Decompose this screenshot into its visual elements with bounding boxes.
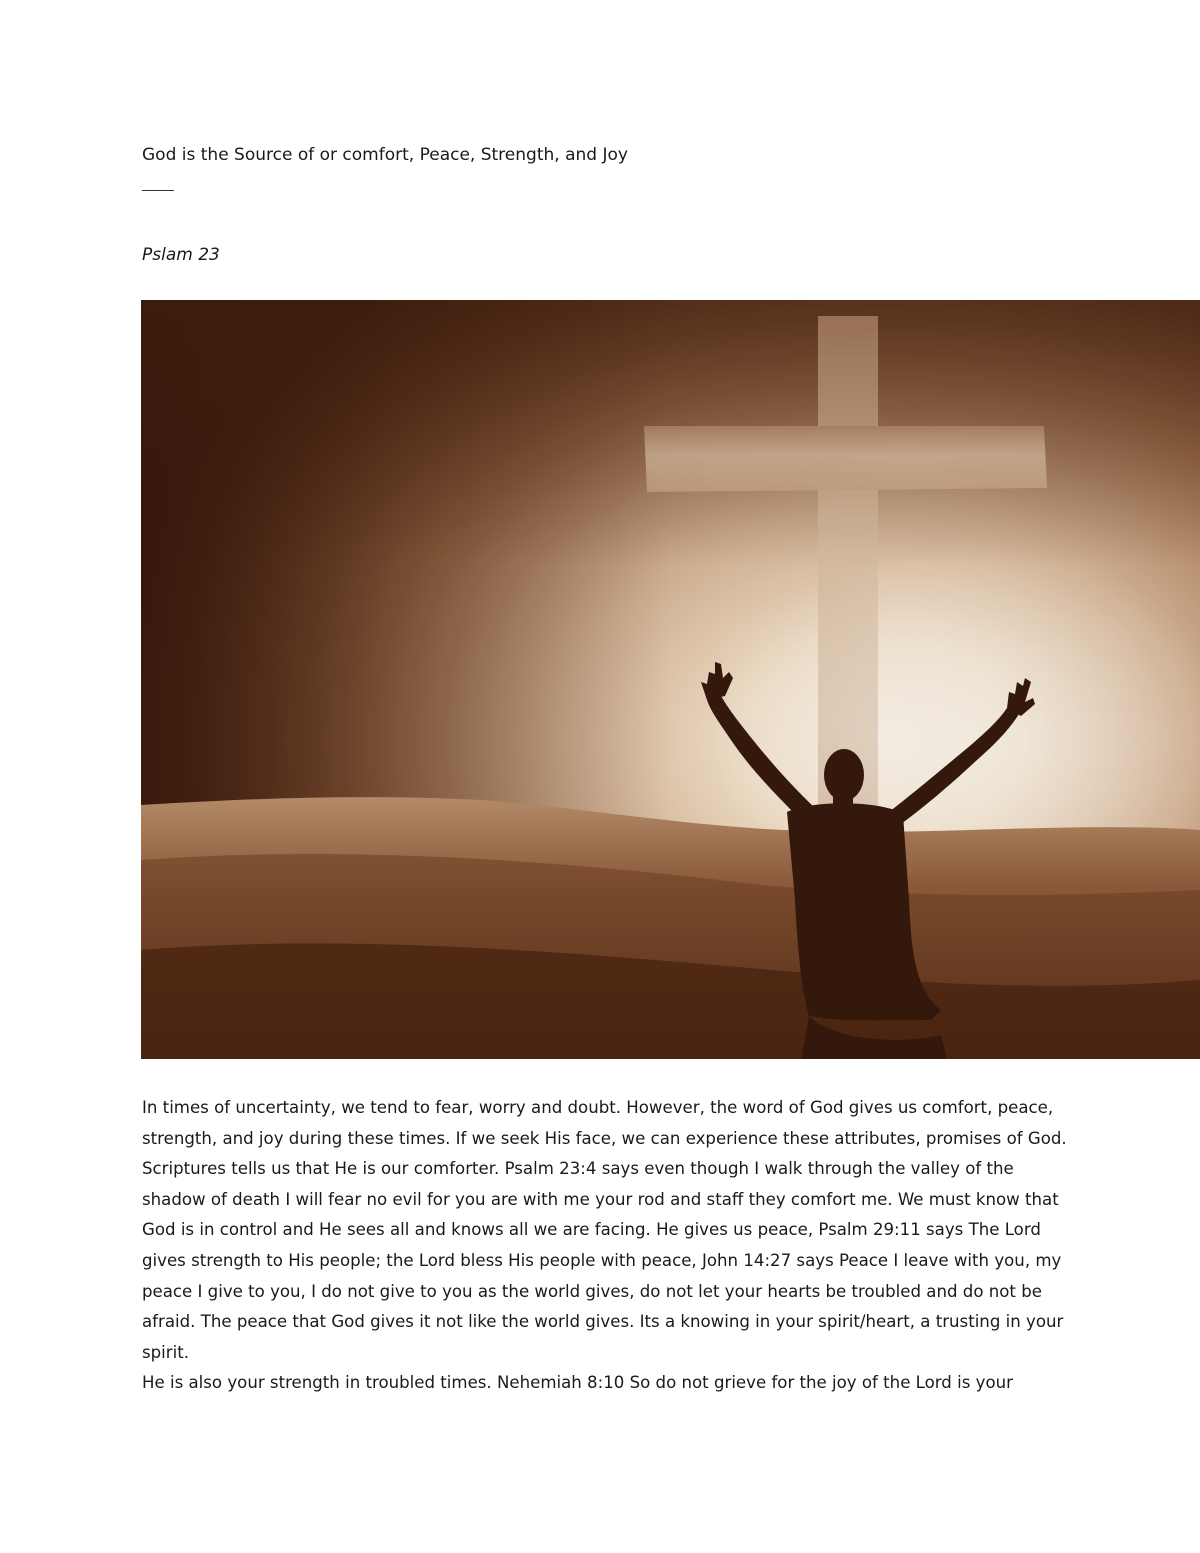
body-text bbox=[142, 1093, 1077, 1399]
document-subtitle: Pslam 23 bbox=[142, 245, 220, 265]
title-underline bbox=[142, 190, 174, 191]
paragraph-comfort-peace: In times of uncertainty, we tend to fear, worry and doubt. However, the word of God gives us comfort, peace, strength, and joy during these times. If we seek His face, we can experience these attributes, promises of God. Scriptures tells us that He is our comforter. Psalm 23:4 says even though I walk through the valley of the shadow of death I will fear no evil for you are with me your rod and staff they comfort me. We must know that God is in control and He sees all and knows all we are facing. He gives us peace, Psalm 29:11 says The Lord gives strength to His people; the Lord bless His people with peace, John 14:27 says Peace I leave with you, my peace I give to you, I do not give to you as the world gives, do not let your hearts be troubled and do not be afraid. The peace that God gives it not like the world gives. Its a knowing in your spirit/heart, a trusting in your spirit. bbox=[142, 1098, 1067, 1362]
document-title: God is the Source of or comfort, Peace, Strength, and Joy bbox=[142, 145, 628, 165]
cross-silhouette-photo bbox=[141, 300, 1200, 1059]
paragraph-strength: He is also your strength in troubled times. Nehemiah 8:10 So do not grieve for the joy of the Lord is your bbox=[142, 1373, 1013, 1393]
